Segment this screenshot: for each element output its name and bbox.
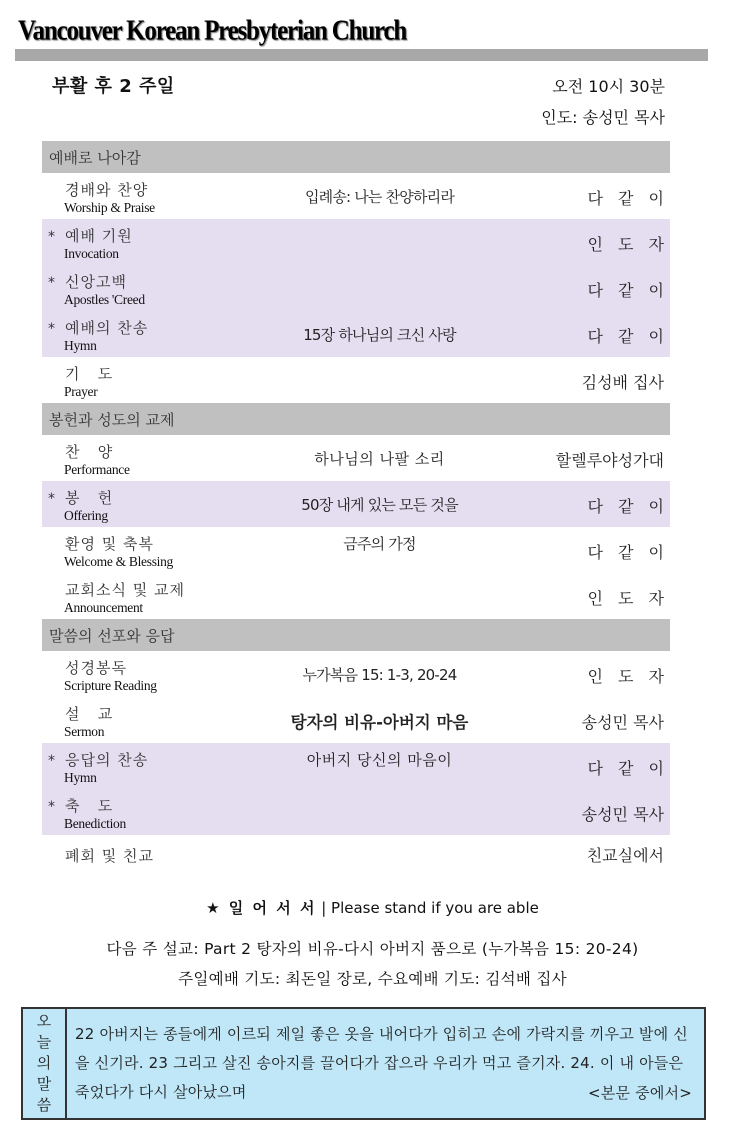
item-detail: 아버지 당신의 마음이 [306,751,453,769]
item-korean: 경배와 찬양 [65,181,149,199]
item-korean: 신앙고백 [65,273,127,291]
item-detail: 누가복음 15: 1-3, 20-24 [302,666,457,684]
item-leader: 다 같 이 [587,189,669,208]
item-english: Offering [64,508,108,523]
stand-notice-english: | Please stand if you are able [316,899,539,917]
program-row [42,651,670,697]
verse-text-area [67,1009,704,1118]
item-korean: 축 도 [65,797,114,815]
verse-label-char: 의 [36,1054,52,1072]
item-english: Announcement [64,600,143,615]
program-row [42,789,670,835]
stand-marker: * [48,753,55,769]
verse-label-char: 씀 [36,1096,52,1114]
item-korean: 교회소식 및 교제 [65,581,185,599]
item-english: Scripture Reading [64,678,157,693]
item-leader: 친교실에서 [586,846,664,865]
program-row [42,435,670,481]
sunday-title: 부활 후 2 주일 [52,76,175,97]
item-leader: 인 도 자 [587,667,669,686]
header-divider [15,49,708,61]
stand-marker: * [48,491,55,507]
program-row [42,219,670,265]
item-english: Performance [64,462,130,477]
item-korean: 응답의 찬송 [65,751,149,769]
church-name: Vancouver Korean Presbyterian Church [18,16,407,47]
stand-notice [0,897,745,918]
item-english: Apostles 'Creed [64,292,145,307]
program-row [42,743,670,789]
program-row [42,173,670,219]
item-leader: 인 도 자 [587,235,669,254]
item-leader: 다 같 이 [587,497,669,516]
sermon-title: 탕자의 비유-아버지 마음 [290,713,469,732]
item-detail: 입례송: 나는 찬양하리라 [304,188,455,206]
verse-source: <본문 중에서> [588,1084,692,1102]
stand-marker: * [48,229,55,245]
item-detail: 50장 내게 있는 모든 것을 [301,496,458,514]
item-english: Hymn [64,338,97,353]
item-korean: 예배 기원 [65,227,133,245]
item-leader: 다 같 이 [587,543,669,562]
verse-label-char: 오 [36,1012,52,1030]
prayer-notice: 주일예배 기도: 최돈일 장로, 수요예배 기도: 김석배 집사 [178,970,567,988]
stand-marker: * [48,799,55,815]
program-row [42,311,670,357]
item-leader: 인 도 자 [587,589,669,608]
verse-label-char: 늘 [36,1033,52,1051]
program-row [42,265,670,311]
section-header: 말씀의 선포와 응답 [42,619,670,651]
worship-program [42,141,670,871]
item-leader: 다 같 이 [587,327,669,346]
item-leader: 할렐루야성가대 [555,451,664,470]
item-detail: 금주의 가정 [343,535,416,553]
item-leader: 다 같 이 [587,759,669,778]
item-korean: 봉 헌 [65,489,114,507]
item-english: Welcome & Blessing [64,554,173,569]
item-korean: 환영 및 축복 [65,535,154,553]
item-english: Invocation [64,246,119,261]
stand-notice-korean: ★ 일 어 서 서 [206,899,317,917]
stand-marker: * [48,321,55,337]
item-korean: 설 교 [65,705,114,723]
verse-label-char: 말 [36,1075,52,1093]
program-row [42,697,670,743]
item-english: Hymn [64,770,97,785]
item-leader: 송성민 목사 [581,713,664,732]
program-row [42,573,670,619]
item-korean: 성경봉독 [65,659,127,677]
item-korean: 기 도 [65,365,114,383]
section-header: 봉헌과 성도의 교제 [42,403,670,435]
verse-label [23,1009,67,1118]
next-sermon-notice: 다음 주 설교: Part 2 탕자의 비유-다시 아버지 품으로 (누가복음 15: 20-24) [106,940,639,958]
item-detail: 하나님의 나팔 소리 [314,450,445,468]
item-korean: 찬 양 [65,443,114,461]
item-english: Benediction [64,816,126,831]
item-korean: 예배의 찬송 [65,319,149,337]
item-leader: 다 같 이 [587,281,669,300]
service-time: 오전 10시 30분 [552,77,665,96]
item-leader: 김성배 집사 [581,373,664,392]
item-english: Prayer [64,384,98,399]
item-detail: 15장 하나님의 크신 사랑 [303,326,456,344]
program-row [42,481,670,527]
item-english: Sermon [64,724,105,739]
program-row-closing [42,835,670,871]
item-korean: 폐회 및 친교 [65,847,154,865]
todays-verse-box [21,1007,706,1120]
service-leader: 인도: 송성민 목사 [541,108,665,127]
verse-text: 22 아버지는 종들에게 이르되 제일 좋은 옷을 내어다가 입히고 손에 가락지를 끼우고 발에 신을 신기라. 23 그리고 살진 송아지를 끌어다가 잡으라 우리가 먹고 즐기자. 24. 이 내 아들은 죽었다가 다시 살아났으며 [75,1025,688,1101]
program-row [42,527,670,573]
section-header: 예배로 나아감 [42,141,670,173]
item-english: Worship & Praise [64,200,155,215]
item-leader: 송성민 목사 [581,805,664,824]
stand-marker: * [48,275,55,291]
program-row [42,357,670,403]
